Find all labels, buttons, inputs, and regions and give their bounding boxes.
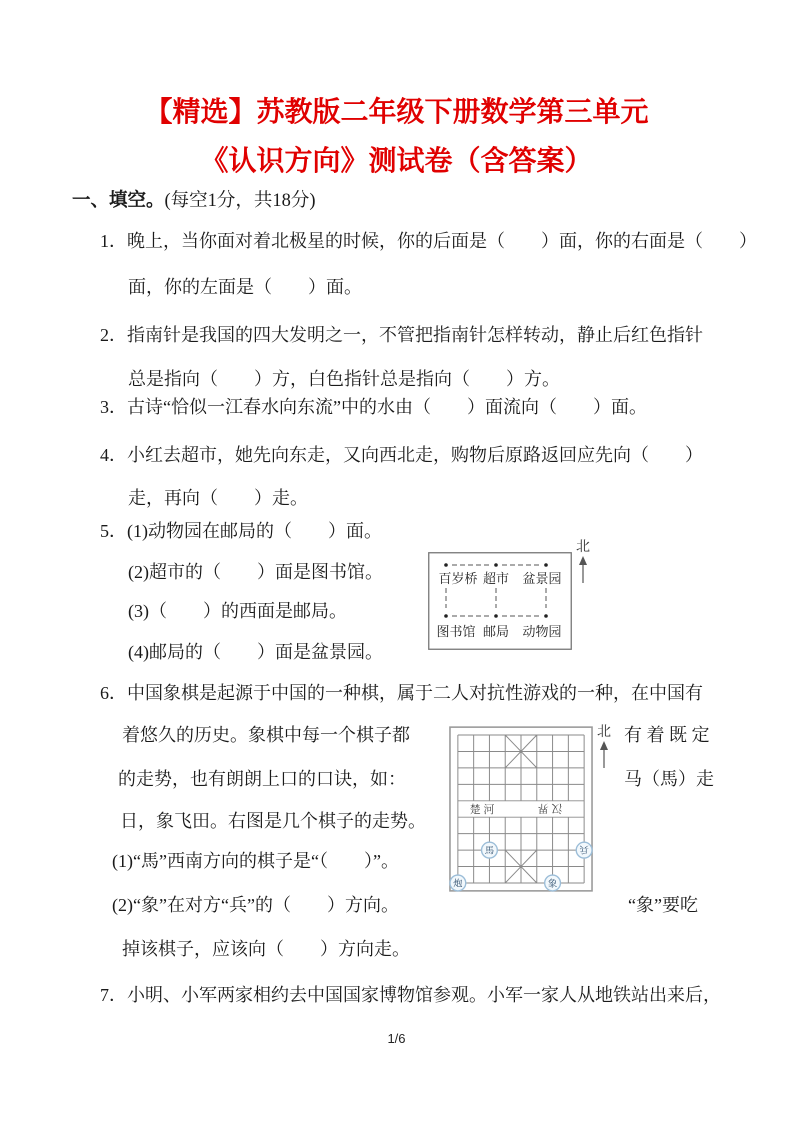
q6-sub1-line: (1)“馬”西南方向的棋子是“（ ）”。 [112, 851, 399, 871]
q6-last-line: 掉该棋子，应该向（ ）方向走。 [122, 939, 410, 959]
q6-left-line3: 日，象飞田。右图是几个棋子的走势。 [120, 811, 426, 831]
section-heading-points: (每空1分，共18分) [164, 191, 316, 211]
chess-piece-pao [450, 875, 466, 891]
q5-line1: 5．(1)动物园在邮局的（ ）面。 [100, 521, 382, 541]
map-label-chaoshi: 超市 [482, 571, 510, 586]
river-label-hanjie: 汉界 [534, 802, 563, 815]
q1-line2: 面，你的左面是（ ）面。 [128, 277, 362, 297]
svg-text:兵: 兵 [579, 843, 589, 854]
q5-line4: (4)邮局的（ ）面是盆景园。 [128, 642, 383, 662]
chess-piece-xiang [545, 875, 561, 891]
north-arrow-icon [578, 556, 588, 584]
north-arrow-icon [599, 741, 609, 769]
q4-line1: 4．小红去超市，她先向东走，又向西北走，购物后原路返回应先向（ ） [100, 445, 703, 465]
q6-right-line1: 有 着 既 定 [624, 725, 710, 745]
map-label-tushuguan: 图书馆 [436, 624, 476, 639]
svg-text:象: 象 [547, 879, 558, 890]
q6-left-line2: 的走势，也有朗朗上口的口诀，如： [118, 769, 406, 789]
q3-line1: 3．古诗“恰似一江春水向东流”中的水由（ ）面流向（ ）面。 [100, 397, 647, 417]
section-heading [72, 190, 316, 212]
chess-piece-bing [576, 842, 592, 858]
map-label-penjingyuan: 盆景园 [522, 571, 562, 586]
map-north-label: 北 [576, 540, 590, 555]
q6-right-line3: “象”要吃 [628, 895, 698, 915]
board-north-label: 北 [597, 725, 611, 740]
q2-line2: 总是指向（ ）方，白色指针总是指向（ ）方。 [128, 369, 560, 389]
q6-right-line2: 马（馬）走 [624, 769, 714, 789]
q6-line1: 6．中国象棋是起源于中国的一种棋，属于二人对抗性游戏的一种，在中国有 [100, 683, 703, 703]
q5-line3: (3)（ ）的西面是邮局。 [128, 601, 347, 621]
q7-line1: 7．小明、小军两家相约去中国国家博物馆参观。小军一家人从地铁站出来后， [100, 985, 721, 1005]
svg-text:炮: 炮 [453, 879, 463, 890]
section-heading-label: 一、填空。 [72, 191, 165, 211]
q6-left-line1: 着悠久的历史。象棋中每一个棋子都 [122, 725, 410, 745]
page-number: 1/6 [387, 1031, 406, 1046]
q4-line2: 走，再向（ ）走。 [128, 488, 308, 508]
chessboard-diagram [448, 724, 594, 899]
q5-line2: (2)超市的（ ）面是图书馆。 [128, 562, 383, 582]
map-diagram [428, 552, 572, 655]
q1-line1: 1．晚上，当你面对着北极星的时候，你的后面是（ ）面，你的右面是（ ） [100, 231, 757, 251]
map-label-baisuiqiao: 百岁桥 [438, 571, 478, 586]
svg-text:馬: 馬 [484, 846, 495, 857]
chess-piece-ma [482, 842, 498, 858]
q6-sub2-line: (2)“象”在对方“兵”的（ ）方向。 [112, 895, 399, 915]
map-north-indicator [573, 540, 593, 584]
map-label-dongwuyuan: 动物园 [522, 624, 562, 639]
river-label-chuhe: 楚河 [469, 803, 498, 816]
doc-title-line-1: 【精选】苏教版二年级下册数学第三单元 [144, 97, 649, 128]
board-north-indicator [594, 725, 614, 769]
q2-line1: 2．指南针是我国的四大发明之一，不管把指南针怎样转动，静止后红色指针 [100, 325, 703, 345]
map-label-youju: 邮局 [482, 624, 510, 639]
doc-title-line-2: 《认识方向》测试卷（含答案） [200, 146, 593, 177]
